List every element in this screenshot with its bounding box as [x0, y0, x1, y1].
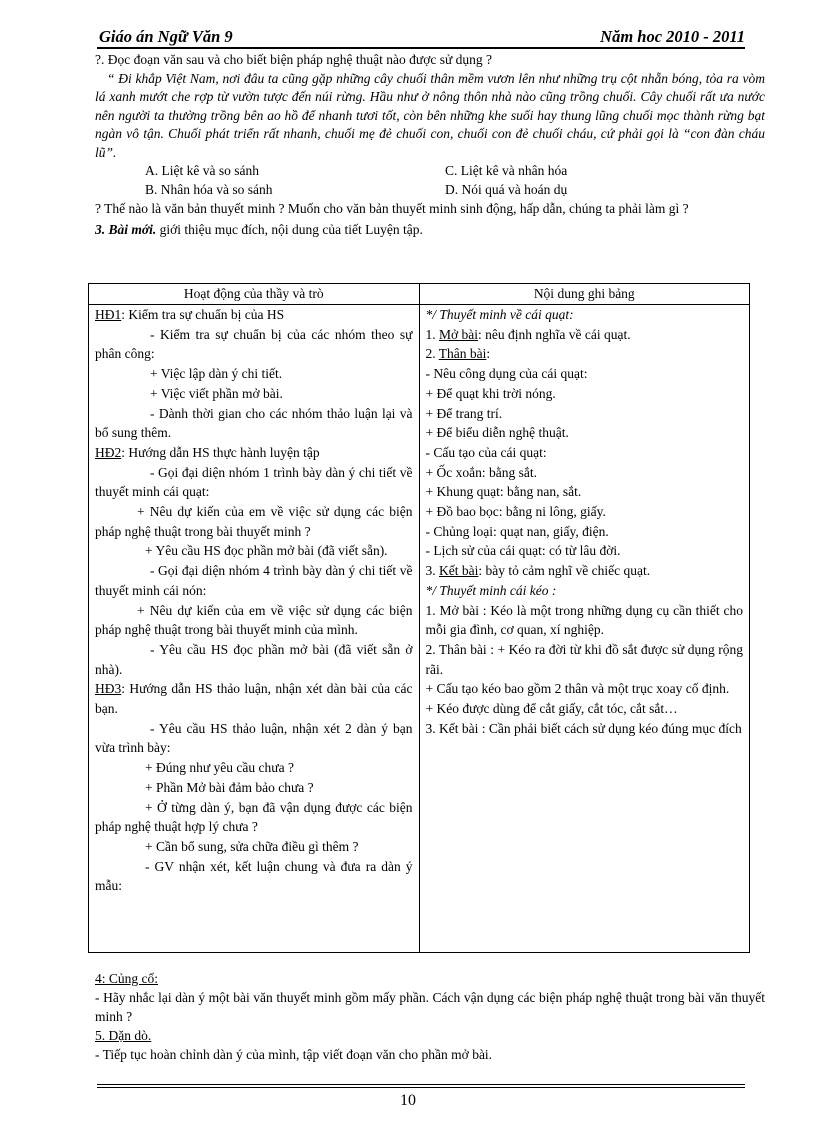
board-content-cell — [419, 305, 750, 953]
hd3-text: : Hướng dẫn HS thảo luận, nhận xét dàn bài của các bạn. — [95, 681, 413, 717]
quote-paragraph: “ Đi khắp Việt Nam, nơi đâu ta cũng gặp những cây chuối thân mềm vươn lên như những trụ cột nhẵn bóng, tỏa ra vòm lá xanh mướt che rợp từ vườn tược đến núi rừng. Hầu như ở nông thôn nhà nào cũng trồng chuối. Cây chuối rất ưa nước nên người ta thường trồng bên ao hồ để nhanh tươi tốt, còn bên những khe suối hay thung lũng chuối mọc thành rừng bạt ngàn vô tận. Chuối phát triển rất nhanh, chuối mẹ đẻ chuối con, chuối con đẻ chuối cháu, cứ phải gọi là “con đàn cháu lũ”. — [95, 70, 765, 160]
option-b: B. Nhân hóa và so sánh — [145, 182, 273, 197]
left-line: + Cần bổ sung, sửa chữa điều gì thêm ? — [145, 838, 359, 854]
right-line — [426, 344, 744, 364]
section-5-heading: 5. Dặn dò. — [95, 1028, 152, 1043]
right-line: + Khung quạt: bằng nan, sắt. — [425, 484, 582, 500]
footer-rule-top — [97, 1084, 745, 1085]
lesson-table — [88, 283, 750, 953]
right-line — [426, 325, 744, 345]
right-line: */ Thuyết minh về cái quạt: — [425, 307, 574, 322]
header-year: Năm hoc 2010 - 2011 — [600, 27, 745, 46]
right-heading: Thân bài — [438, 346, 487, 362]
right-line: - Lịch sử của cái quạt: có từ lâu đời. — [425, 543, 621, 559]
right-line: + Ốc xoắn: bằng sắt. — [425, 464, 537, 480]
section-3 — [95, 221, 765, 240]
question-1: ?. Đọc đoạn văn sau và cho biết biện pháp nghệ thuật nào được sử dụng ? — [95, 52, 493, 67]
left-line: - Gọi đại diện nhóm 1 trình bày dàn ý chi tiết về thuyết minh cái quạt: — [95, 464, 413, 500]
left-line: + Nêu dự kiến của em về việc sử dụng các biện pháp nghệ thuật trong bài thuyết minh của mình. — [95, 602, 413, 638]
left-line: + Đúng như yêu cầu chưa ? — [145, 760, 294, 776]
hd1-line — [95, 305, 413, 325]
section-4-heading: 4: Củng cố: — [95, 971, 158, 986]
hd2-text: : Hướng dẫn HS thực hành luyện tập — [121, 444, 320, 460]
hd2-line — [95, 443, 413, 463]
right-line: 3. Kết bài : Cần phải biết cách sử dụng kéo đúng mục đích — [425, 720, 742, 736]
right-heading: Kết bài — [439, 563, 479, 579]
hd1-label: HĐ1 — [95, 307, 122, 322]
right-line: + Để biểu diễn nghệ thuật. — [425, 425, 569, 441]
left-line: + Việc viết phần mở bài. — [150, 385, 283, 401]
right-line: - Cấu tạo của cái quạt: — [425, 444, 547, 460]
hd3-line — [95, 679, 413, 718]
left-line: + Nêu dự kiến của em về việc sử dụng các biện pháp nghệ thuật trong bài thuyết minh ? — [95, 504, 413, 539]
left-line: - GV nhận xét, kết luận chung và đưa ra dàn ý mẫu: — [95, 858, 413, 894]
left-line: - Gọi đại diện nhóm 4 trình bày dàn ý chi tiết về thuyết minh cái nón: — [95, 563, 413, 598]
section-5-text: - Tiếp tục hoàn chỉnh dàn ý của mình, tập viết đoạn văn cho phần mở bài. — [95, 1047, 493, 1062]
left-line: - Yêu cầu HS thảo luận, nhận xét 2 dàn ý bạn vừa trình bày: — [95, 720, 413, 756]
answer-options — [95, 162, 765, 200]
option-d: D. Nói quá và hoán dụ — [445, 182, 568, 197]
footer-rule-bottom — [97, 1087, 745, 1088]
right-line: + Để quạt khi trời nóng. — [425, 385, 556, 401]
option-a: A. Liệt kê và so sánh — [145, 163, 259, 178]
left-line: - Kiểm tra sự chuẩn bị của các nhóm theo sự phân công: — [95, 326, 413, 362]
option-c: C. Liệt kê và nhân hóa — [445, 163, 568, 178]
question-2: ? Thế nào là văn bản thuyết minh ? Muốn cho văn bản thuyết minh sinh động, hấp dẫn, chúng ta phải làm gì ? — [95, 201, 689, 216]
closing-section — [95, 969, 765, 1064]
page-number: 10 — [400, 1092, 416, 1109]
left-line: + Việc lập dàn ý chi tiết. — [150, 366, 283, 382]
left-line: + Ở từng dàn ý, bạn đã vận dụng được các biện pháp nghệ thuật hợp lý chưa ? — [95, 799, 413, 835]
hd1-text: : Kiểm tra sự chuẩn bị của HS — [121, 307, 285, 322]
right-text: : — [486, 346, 491, 362]
right-num: 3. — [425, 563, 439, 579]
right-line: - Chủng loại: quạt nan, giấy, điện. — [425, 523, 609, 539]
header-title: Giáo án Ngữ Văn 9 — [99, 27, 233, 46]
right-num: 1. — [425, 326, 439, 342]
right-line: + Đồ bao bọc: bằng ni lông, giấy. — [425, 504, 606, 520]
column-header-content: Nội dung ghi bảng — [419, 284, 750, 305]
right-num: 2. — [425, 346, 439, 362]
intro-section — [95, 51, 765, 239]
hd3-label: HĐ3 — [95, 681, 122, 697]
right-line: - Nêu công dụng của cái quạt: — [425, 366, 588, 382]
column-header-activities: Hoạt động của thầy và trò — [89, 284, 420, 305]
section-3-label: 3. Bài mới. — [95, 221, 157, 237]
right-line: + Cấu tạo kéo bao gồm 2 thân và một trục xoay cố định. — [425, 681, 730, 697]
right-heading: Mở bài — [439, 326, 479, 342]
right-line: */ Thuyết minh cái kéo : — [425, 582, 557, 598]
right-line: + Kéo được dùng để cắt giấy, cắt tóc, cắt sắt… — [425, 701, 678, 717]
right-line: 2. Thân bài : + Kéo ra đời từ khi đồ sắt được sử dụng rộng rãi. — [425, 641, 743, 677]
right-text: : nêu định nghĩa về cái quạt. — [478, 326, 631, 342]
left-line: - Dành thời gian cho các nhóm thảo luận lại và bổ sung thêm. — [95, 405, 413, 441]
right-line — [426, 561, 744, 581]
section-3-text: giới thiệu mục đích, nội dung của tiết Luyện tập. — [156, 221, 423, 237]
left-line: - Yêu cầu HS đọc phần mở bài (đã viết sẵn ở nhà). — [95, 641, 413, 677]
right-line: 1. Mở bài : Kéo là một trong những dụng cụ cần thiết cho mỗi gia đình, cơ quan, xí nghiệp. — [425, 602, 743, 638]
right-text: : bày tỏ cảm nghĩ về chiếc quạt. — [478, 563, 651, 579]
left-line: + Yêu cầu HS đọc phần mở bài (đã viết sẵn). — [145, 543, 388, 559]
left-line: + Phần Mở bài đảm bảo chưa ? — [145, 779, 314, 795]
header-rule — [97, 47, 745, 49]
right-line: + Để trang trí. — [425, 405, 503, 421]
activities-cell — [89, 305, 420, 953]
hd2-label: HĐ2 — [95, 444, 122, 460]
section-4-text: - Hãy nhắc lại dàn ý một bài văn thuyết minh gồm mấy phần. Cách vận dụng các biện pháp nghệ thuật trong bài văn thuyết minh ? — [95, 990, 765, 1024]
page-header — [97, 27, 745, 49]
